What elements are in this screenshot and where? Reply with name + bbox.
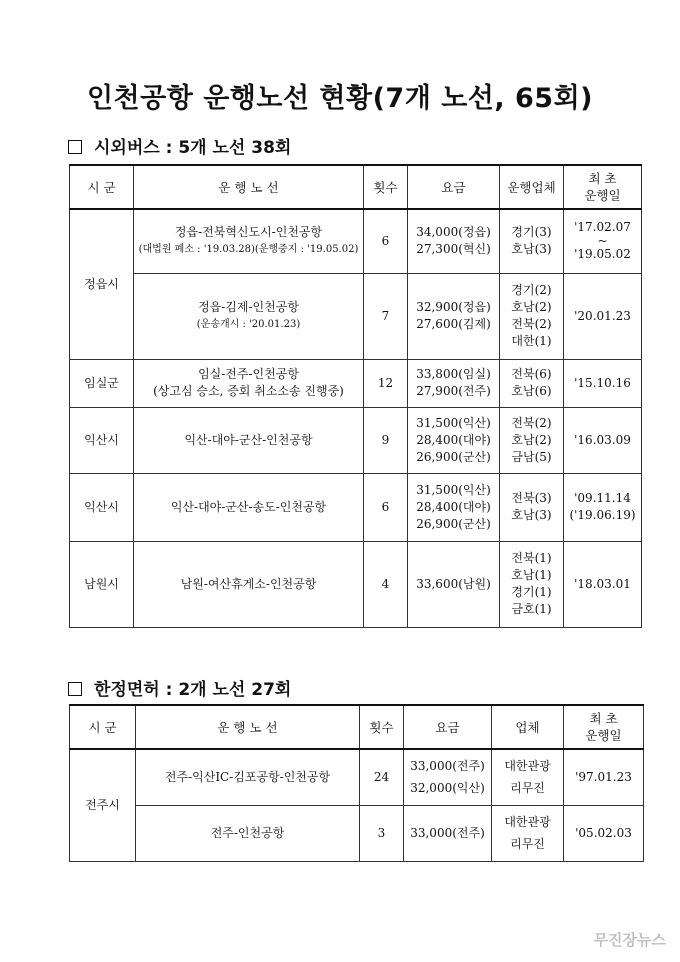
operator-cell: 전북(3) 호남(3) (500, 473, 564, 541)
checkbox-square-icon (68, 682, 82, 696)
fare-cell: 33,000(전주) (404, 805, 492, 861)
first-run-cell: '20.01.23 (564, 273, 642, 359)
city-cell: 임실군 (70, 359, 134, 407)
first-run-cell: '16.03.09 (564, 407, 642, 473)
table-row (70, 359, 642, 407)
section-heading-intercity (68, 133, 291, 158)
header-first-run: 최 초 운행일 (564, 705, 644, 749)
city-cell: 익산시 (70, 407, 134, 473)
first-run-cell: '17.02.07 ~ '19.05.02 (564, 209, 642, 273)
city-cell: 전주시 (70, 749, 136, 861)
operator-cell: 경기(2) 호남(2) 전북(2) 대한(1) (500, 273, 564, 359)
operator-cell: 전북(6) 호남(6) (500, 359, 564, 407)
header-operator: 운행업체 (500, 165, 564, 209)
first-run-cell: '05.02.03 (564, 805, 644, 861)
header-count: 횟수 (364, 165, 408, 209)
section-heading-text: 시외버스 : 5개 노선 38회 (94, 138, 292, 158)
route-cell: 전주-인천공항 (136, 805, 360, 861)
count-cell: 12 (364, 359, 408, 407)
header-city: 시 군 (70, 165, 134, 209)
operator-cell: 대한관광 리무진 (492, 749, 564, 805)
count-cell: 4 (364, 541, 408, 627)
route-cell: 정읍-전북혁신도시-인천공항 (대법원 폐소 : '19.03.28)(운행중지 : '19.05.02) (134, 209, 364, 273)
table-row (70, 541, 642, 627)
city-cell: 정읍시 (70, 209, 134, 359)
operator-cell: 경기(3) 호남(3) (500, 209, 564, 273)
first-run-cell: '15.10.16 (564, 359, 642, 407)
header-fare: 요금 (408, 165, 500, 209)
limited-license-table (69, 704, 644, 862)
table-row (70, 805, 644, 861)
table-row (70, 407, 642, 473)
fare-cell: 33,600(남원) (408, 541, 500, 627)
first-run-cell: '18.03.01 (564, 541, 642, 627)
section-heading-text: 한정면허 : 2개 노선 27회 (94, 680, 292, 700)
count-cell: 9 (364, 407, 408, 473)
table-row (70, 273, 642, 359)
count-cell: 6 (364, 473, 408, 541)
header-route: 운 행 노 선 (134, 165, 364, 209)
header-first-run: 최 초 운행일 (564, 165, 642, 209)
header-operator: 업체 (492, 705, 564, 749)
operator-cell: 전북(2) 호남(2) 금남(5) (500, 407, 564, 473)
operator-cell: 전북(1) 호남(1) 경기(1) 금호(1) (500, 541, 564, 627)
watermark: 무진장뉴스 (593, 931, 666, 949)
fare-cell: 34,000(정읍) 27,300(혁신) (408, 209, 500, 273)
route-cell: 남원-여산휴게소-인천공항 (134, 541, 364, 627)
table-row (70, 473, 642, 541)
table-row (70, 749, 644, 805)
operator-cell: 대한관광 리무진 (492, 805, 564, 861)
count-cell: 6 (364, 209, 408, 273)
checkbox-square-icon (68, 140, 82, 154)
route-cell: 익산-대야-군산-인천공항 (134, 407, 364, 473)
route-cell: 전주-익산IC-김포공항-인천공항 (136, 749, 360, 805)
intercity-bus-table (69, 164, 642, 628)
header-city: 시 군 (70, 705, 136, 749)
fare-cell: 31,500(익산) 28,400(대야) 26,900(군산) (408, 473, 500, 541)
fare-cell: 32,900(정읍) 27,600(김제) (408, 273, 500, 359)
route-cell: 임실-전주-인천공항 (상고심 승소, 증회 취소소송 진행중) (134, 359, 364, 407)
city-cell: 남원시 (70, 541, 134, 627)
count-cell: 24 (360, 749, 404, 805)
header-fare: 요금 (404, 705, 492, 749)
fare-cell: 33,800(임실) 27,900(전주) (408, 359, 500, 407)
section-heading-limited (68, 675, 291, 700)
header-route: 운 행 노 선 (136, 705, 360, 749)
route-cell: 정읍-김제-인천공항 (운송개시 : '20.01.23) (134, 273, 364, 359)
count-cell: 7 (364, 273, 408, 359)
fare-cell: 31,500(익산) 28,400(대야) 26,900(군산) (408, 407, 500, 473)
page-title: 인천공항 운행노선 현황(7개 노선, 65회) (86, 83, 594, 114)
header-count: 횟수 (360, 705, 404, 749)
table-row (70, 209, 642, 273)
route-cell: 익산-대야-군산-송도-인천공항 (134, 473, 364, 541)
city-cell: 익산시 (70, 473, 134, 541)
count-cell: 3 (360, 805, 404, 861)
first-run-cell: '97.01.23 (564, 749, 644, 805)
fare-cell: 33,000(전주) 32,000(익산) (404, 749, 492, 805)
first-run-cell: '09.11.14 ('19.06.19) (564, 473, 642, 541)
